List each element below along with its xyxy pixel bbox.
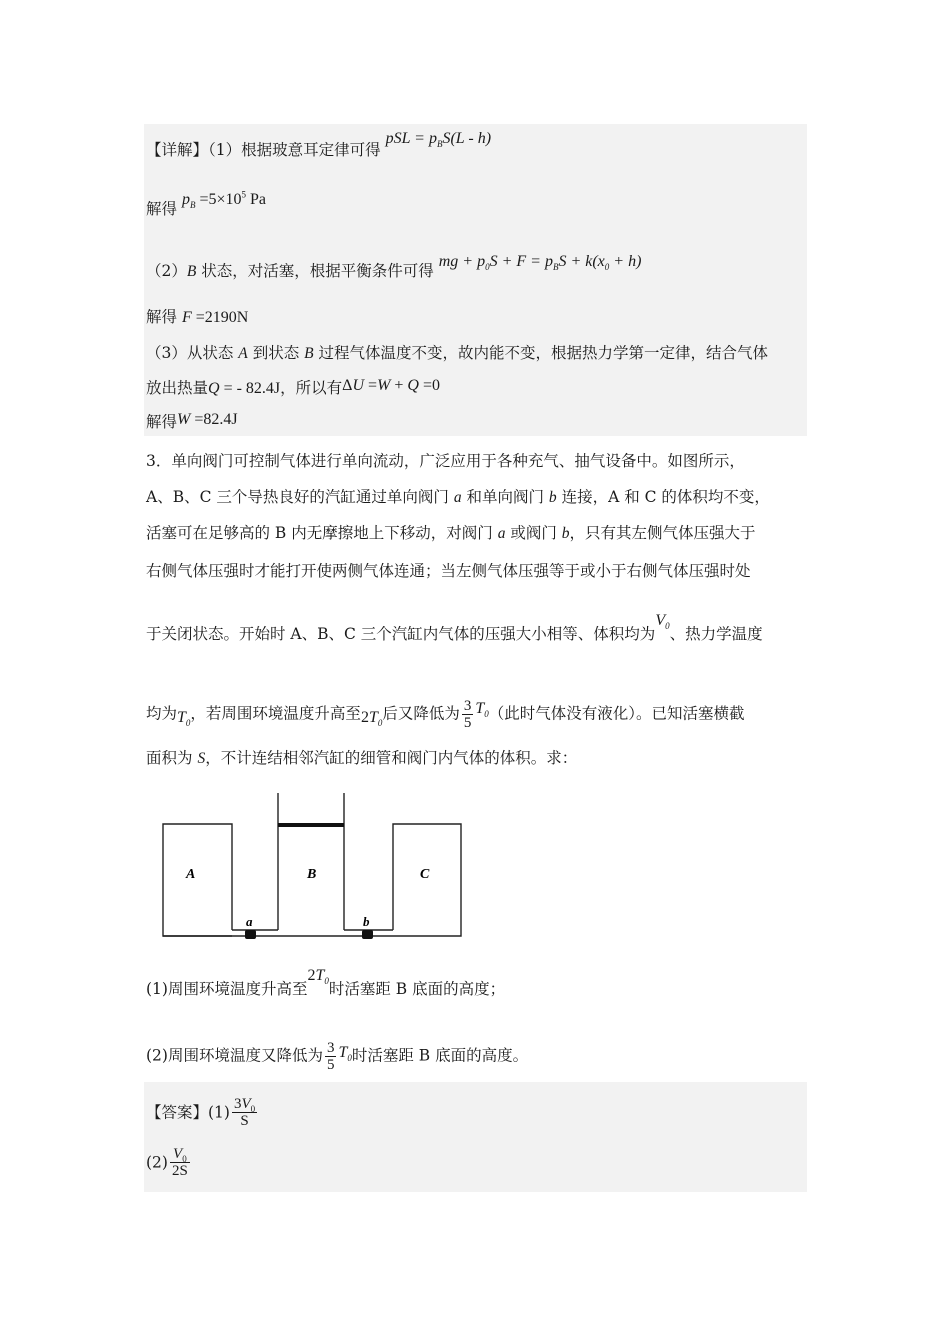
detail-line-6-text-a: 放出热量: [146, 379, 209, 397]
problem-line-5: [146, 612, 763, 645]
label-b: B: [307, 867, 317, 882]
cylinder-a-outline: [163, 824, 232, 936]
problem-line-3: [146, 523, 756, 544]
problem-line-3-text: 活塞可在足够高的 B 内无摩擦地上下移动，对阀门 a 或阀门 b，只有其左侧气体压强大于: [146, 524, 756, 542]
answer-prefix: 【答案】(1): [146, 1103, 230, 1122]
problem-line-1: [146, 451, 745, 471]
problem-line-6-text-a: 均为: [146, 704, 178, 723]
detail-line-2-text: 解得: [146, 200, 178, 218]
question-2-text-a: (2)周围环境温度又降低为: [146, 1046, 323, 1065]
problem-line-4-text: 右侧气体压强时才能打开使两侧气体连通；当左侧气体压强等于或小于右侧气体压强时处: [146, 562, 751, 580]
detail-line-1-text: 【详解】（1）根据玻意耳定律可得: [146, 141, 381, 159]
detail-line-7: [146, 412, 238, 433]
formula-q: Q = - 82.4J: [208, 380, 281, 397]
problem-line-4: [146, 561, 751, 581]
detail-line-5-text: （3）从状态 A 到状态 B 过程气体温度不变，故内能不变，根据热力学第一定律，结合气体: [146, 344, 769, 362]
formula-boyle: pSL = $p_BS(L - h)$: [385, 130, 492, 150]
label-valve-a: a: [246, 914, 253, 929]
label-valve-b: b: [363, 914, 370, 929]
detail-line-5: [146, 343, 768, 364]
label-c: C: [420, 867, 430, 882]
detail-line-2: [146, 189, 266, 220]
detail-line-7-text: 解得: [146, 413, 178, 431]
problem-line-6-text-d: （此时气体没有液化）。已知活塞横截: [488, 704, 745, 723]
detail-line-1: [146, 130, 492, 161]
problem-line-6-text-c: 后又降低为: [382, 704, 460, 723]
question-1-text-a: (1)周围环境温度升高至: [146, 980, 308, 998]
detail-line-4-text: 解得: [146, 308, 178, 326]
detail-line-3-text: （2）B 状态，对活塞，根据平衡条件可得: [146, 262, 434, 280]
symbol-v0: $V_0$: [655, 612, 670, 632]
problem-line-7-text: 面积为 S，不计连结相邻汽缸的细管和阀门内气体的体积。求：: [146, 749, 578, 767]
problem-line-5-text-a: 于关闭状态。开始时 A、B、C 三个汽缸内气体的压强大小相等、体积均为: [146, 625, 656, 643]
valve-a: [245, 930, 256, 939]
answer-1-fraction: $\frac{3V_0}{S}$: [233, 1096, 256, 1129]
formula-balance: mg + $p_0S + F = p_BS + k(x_0 + h)$: [438, 253, 642, 273]
symbol-t0-q2: $T_0$: [338, 1043, 352, 1063]
symbol-2t0: $2T_0$: [360, 708, 383, 728]
detail-line-6: [146, 378, 440, 399]
formula-pb: $p_B =5\times 10^5$ Pa: [181, 189, 266, 211]
problem-line-6-text-b: ，若周围环境温度升高至: [190, 704, 361, 723]
answer-line-2: [146, 1146, 192, 1179]
formula-first-law: ΔU =W + Q =0: [342, 377, 441, 394]
problem-line-7: [146, 748, 577, 769]
answer-2-prefix: (2): [146, 1153, 168, 1172]
formula-f: F =2190N: [181, 309, 249, 326]
question-1: [146, 967, 506, 1000]
answer-2-fraction: $\frac{V_0}{2S}$: [171, 1146, 188, 1179]
formula-w: W =82.4J: [177, 411, 238, 428]
question-1-text-b: 时活塞距 B 底面的高度；: [328, 980, 506, 998]
detail-line-6-text-b: ，所以有: [280, 379, 343, 397]
problem-line-6: [146, 698, 745, 731]
problem-line-2: [146, 487, 770, 508]
question-2: [146, 1040, 528, 1073]
symbol-2t0-q1: $2T_0$: [307, 967, 329, 987]
valve-b: [362, 930, 373, 939]
problem-line-2-text: A、B、C 三个导热良好的汽缸通过单向阀门 a 和单向阀门 b 连接，A 和 C 的体积均不变，: [146, 488, 770, 506]
problem-line-5-text-b: 、热力学温度: [669, 625, 763, 643]
label-a: A: [186, 867, 196, 882]
fraction-three-fifths-q2: $\frac{3}{5}$: [326, 1040, 335, 1073]
answer-line-1: [146, 1096, 259, 1129]
detail-line-3: [146, 253, 642, 282]
question-2-text-b: 时活塞距 B 底面的高度。: [351, 1046, 529, 1065]
problem-line-1-text: 3．单向阀门可控制气体进行单向流动，广泛应用于各种充气、抽气设备中。如图所示，: [146, 452, 745, 470]
detail-line-4: [146, 307, 248, 328]
symbol-t0: $T_0$: [177, 708, 191, 728]
fraction-three-fifths: $\frac{3}{5}$: [463, 698, 472, 731]
symbol-t0-2: $T_0$: [475, 699, 489, 719]
cylinder-diagram: [150, 788, 470, 943]
